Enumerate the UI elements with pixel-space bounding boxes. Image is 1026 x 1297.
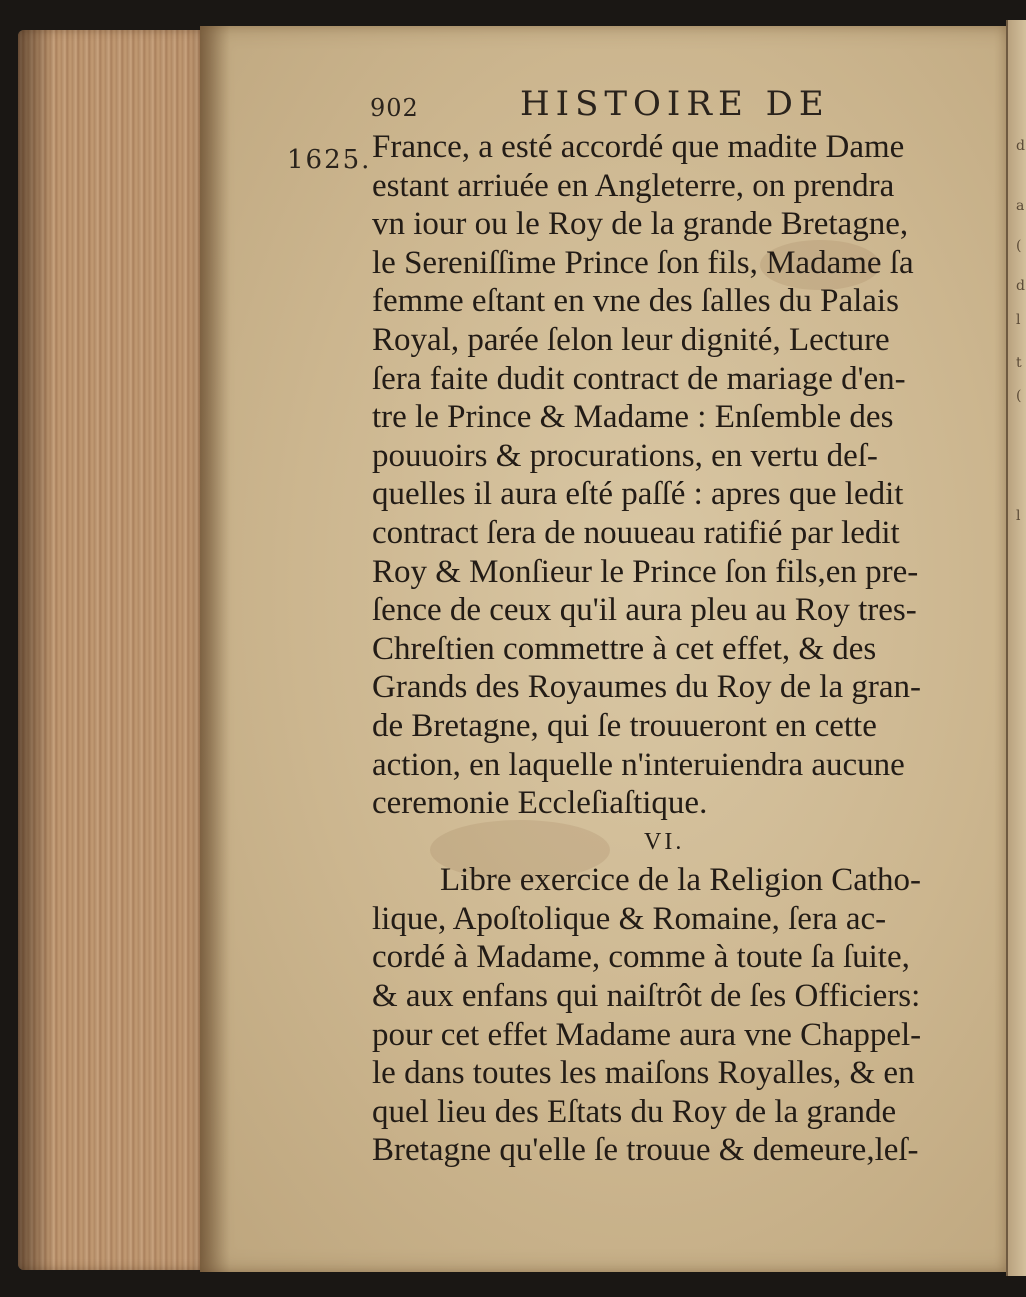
text-line: France, a esté accordé que madite Dame xyxy=(372,129,905,165)
text-line: cordé à Madame, comme à toute ſa ſuite, xyxy=(372,939,910,976)
next-page-fragment: a xyxy=(1016,198,1025,214)
text-line: le Sereniſſime Prince ſon fils, Madame ſa xyxy=(372,244,914,281)
margin-year: 1625. xyxy=(287,145,372,175)
text-line: vn iour ou le Roy de la grande Bretagne, xyxy=(372,206,909,243)
text-line: Bretagne qu'elle ſe trouue & demeure,leſ- xyxy=(372,1132,919,1169)
text-line: Libre exercice de la Religion Catho- xyxy=(440,862,922,899)
running-head xyxy=(370,84,970,124)
text-line: contract ſera de nouueau ratifié par ledit xyxy=(372,514,900,551)
next-page-fragment: d xyxy=(1016,138,1025,154)
text-line: & aux enfans qui naiſtrôt de ſes Officiers: xyxy=(372,978,921,1015)
text-line: ſera faite dudit contract de mariage d'en- xyxy=(372,360,906,397)
text-line: lique, Apoſtolique & Romaine, ſera ac- xyxy=(372,900,887,937)
next-page-edge xyxy=(1006,20,1026,1276)
section-number: VI. xyxy=(644,828,685,855)
next-page-fragment: ( xyxy=(1016,238,1022,254)
text-line: ſence de ceux qu'il aura pleu au Roy tres- xyxy=(372,592,917,629)
text-line: de Bretagne, qui ſe trouueront en cette xyxy=(372,707,877,744)
text-line: quelles il aura eſté paſſé : apres que ledit xyxy=(372,476,904,513)
page-gutter-shadow xyxy=(200,26,230,1272)
text-line: Roy & Monſieur le Prince ſon fils,en pre- xyxy=(372,553,919,590)
text-line: Chreſtien commettre à cet effet, & des xyxy=(372,630,877,667)
text-line: femme eſtant en vne des ſalles du Palais xyxy=(372,283,899,320)
text-line: le dans toutes les maiſons Royalles, & en xyxy=(372,1055,915,1092)
text-line: tre le Prince & Madame : Enſemble des xyxy=(372,399,894,436)
text-line: action, en laquelle n'interuiendra aucune xyxy=(372,746,905,783)
next-page-fragment: d xyxy=(1016,278,1025,294)
text-line: Royal, parée ſelon leur dignité, Lecture xyxy=(372,321,890,358)
text-line: ceremonie Eccleſiaſtique. xyxy=(372,785,708,822)
next-page-fragment: l xyxy=(1016,508,1021,524)
page-edge-shadow xyxy=(18,30,218,1270)
next-page-fragment: ( xyxy=(1016,388,1022,404)
page-number: 902 xyxy=(370,94,419,122)
body-text xyxy=(372,128,972,1170)
text-line: pouuoirs & procurations, en vertu deſ- xyxy=(372,437,878,474)
text-line: Grands des Royaumes du Roy de la gran- xyxy=(372,669,921,706)
text-line: quel lieu des Eſtats du Roy de la grande xyxy=(372,1093,897,1130)
running-title: HISTOIRE DE xyxy=(520,84,830,124)
next-page-fragment: t xyxy=(1016,355,1022,371)
text-line: pour cet effet Madame aura vne Chappel- xyxy=(372,1016,922,1053)
text-line: estant arriuée en Angleterre, on prendra xyxy=(372,167,895,204)
next-page-fragment: l xyxy=(1016,312,1021,328)
